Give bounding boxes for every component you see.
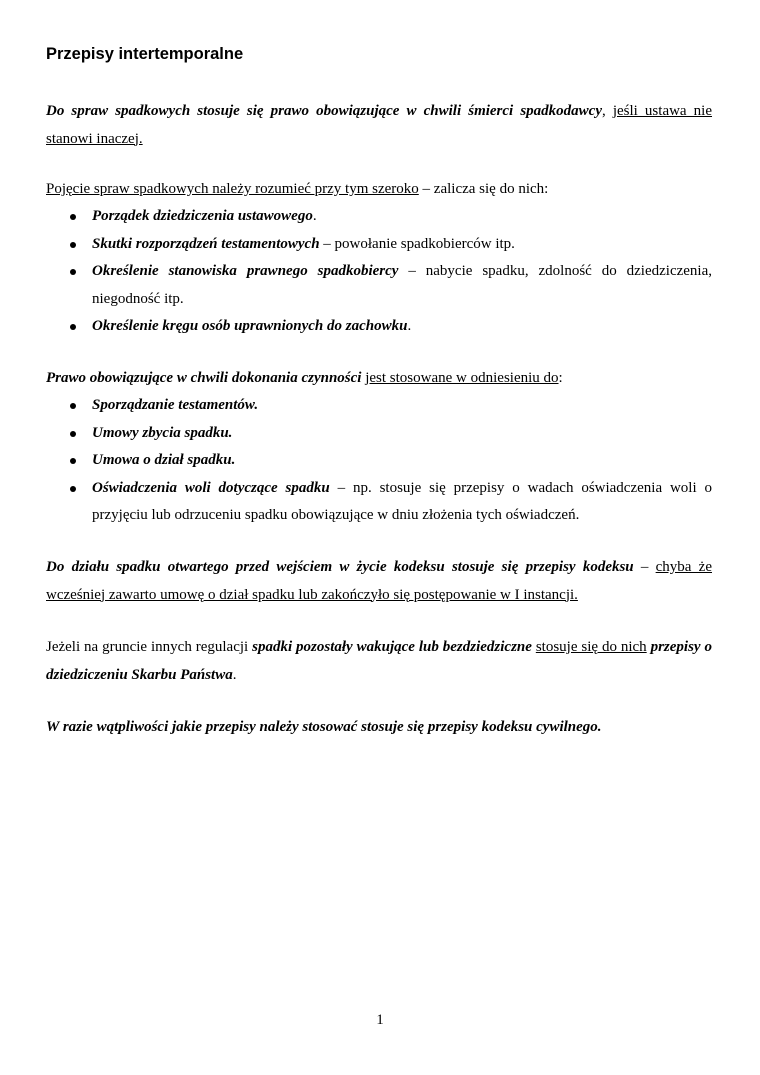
list-item (46, 258, 712, 313)
paragraph-bold-text: spadki pozostały wakujące lub bezdziedziczne (252, 639, 532, 655)
paragraph-plain-text: : (558, 370, 563, 386)
list-item (46, 313, 712, 341)
list-item-bold: Określenie kręgu osób uprawnionych do zachowku (92, 318, 408, 334)
paragraph-bold-text: Do spraw spadkowych stosuje się prawo obowiązujące w chwili śmierci spadkodawcy (46, 103, 602, 119)
list-item (46, 203, 712, 231)
paragraph-underlined-text: stosuje się do nich (535, 639, 647, 655)
list-item-bold: Określenie stanowiska prawnego spadkobiercy (92, 263, 399, 279)
paragraph-plain-text: – (633, 559, 656, 575)
paragraph-bold-text: przepisy o dziedziczeniu Skarbu Państwa (46, 639, 712, 683)
list-item-bold: Umowy zbycia spadku. (92, 424, 233, 441)
paragraph-bold-text: Prawo obowiązujące w chwili dokonania czynności (46, 370, 362, 386)
list-item-bold: Skutki rozporządzeń testamentowych (92, 235, 320, 252)
paragraph-act-time-rule (46, 365, 712, 393)
paragraph-estate-division-rule (46, 554, 712, 609)
paragraph-plain-text: – zalicza się do nich: (418, 181, 549, 197)
paragraph-vacant-estates-rule (46, 634, 712, 689)
paragraph-bold-text: W razie wątpliwości jakie przepisy należy stosować stosuje się przepisy kodeksu cywilnego. (46, 719, 602, 735)
paragraph-inheritance-law-rule (46, 98, 712, 153)
list-item-text: . (407, 318, 412, 334)
list-item-text: – nabycie spadku, zdolność do dziedziczenia, niegodność itp. (92, 263, 713, 307)
paragraph-underlined-text: Pojęcie spraw spadkowych należy rozumieć przy tym szeroko (46, 181, 419, 197)
list-item (46, 447, 712, 475)
list-item (46, 475, 712, 530)
scope-list (46, 203, 712, 341)
list-item-bold: Porządek dziedziczenia ustawowego (92, 208, 313, 224)
list-item-text: . (312, 208, 317, 224)
list-item-bold: Oświadczenia woli dotyczące spadku (92, 479, 330, 496)
paragraph-underlined-text: jest stosowane w odniesieniu do (365, 370, 559, 386)
paragraph-scope-intro (46, 176, 712, 204)
list-item (46, 420, 712, 448)
list-item-text: – np. stosuje się przepisy o wadach oświadczenia woli o przyjęciu lub odrzuceniu spadku obowiązujące w dniu złożenia tych oświadczeń. (92, 479, 712, 523)
paragraph-bold-text: Do działu spadku otwartego przed wejściem w życie kodeksu stosuje się przepisy kodeksu (46, 559, 634, 575)
paragraph-plain-text: . (232, 666, 237, 683)
paragraph-underlined-text: chyba że wcześniej zawarto umowę o dział spadku lub zakończyło się postępowanie w I instancji. (46, 559, 712, 603)
paragraph-doubt-rule (46, 714, 712, 742)
list-item (46, 231, 712, 259)
page-number: 1 (376, 1012, 384, 1028)
list-item-bold: Sporządzanie testamentów. (92, 397, 259, 413)
list-item (46, 392, 712, 420)
paragraph-plain-text: , (601, 103, 613, 119)
act-list (46, 392, 712, 530)
page-title: Przepisy intertemporalne (46, 45, 244, 63)
paragraph-plain-text: Jeżeli na gruncie innych regulacji (46, 639, 253, 655)
list-item-bold: Umowa o dział spadku. (92, 452, 236, 468)
list-item-text: – powołanie spadkobierców itp. (319, 235, 515, 252)
paragraph-underlined-text: jeśli ustawa nie stanowi inaczej. (46, 103, 713, 147)
